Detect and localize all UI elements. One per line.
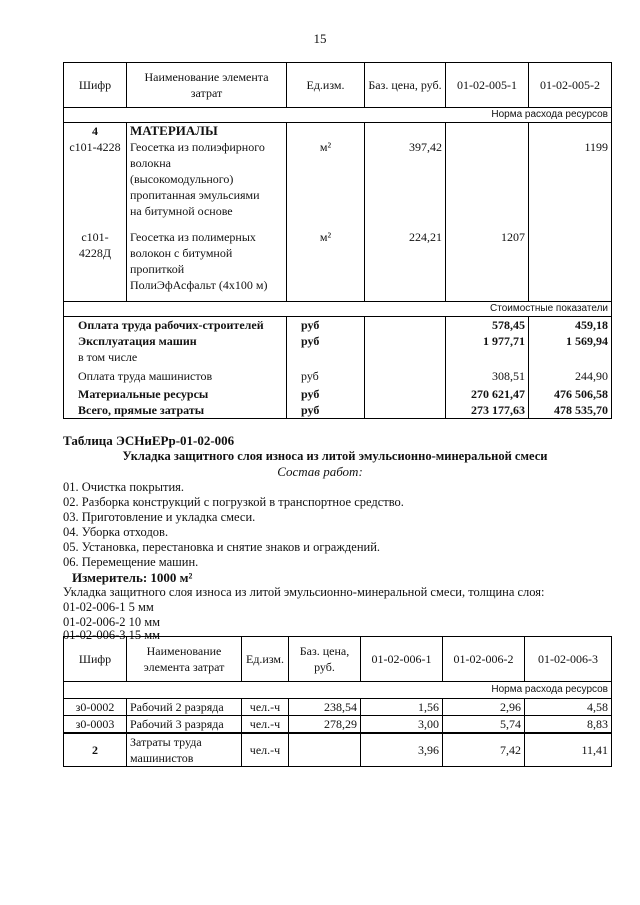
row-price: 224,21 [365,229,446,302]
table-row [64,699,612,716]
row-value-2: 5,74 [443,716,525,734]
summary-value-1: 308,51 [446,365,529,384]
summary-row [64,317,612,334]
summary-value-2: 244,90 [529,365,612,384]
total-price [289,733,361,767]
row-value-1: 1207 [446,229,529,302]
page-number: 15 [313,31,327,46]
work-item: 03. Приготовление и укладка смеси. [63,510,256,524]
row-value-3: 4,58 [525,699,612,716]
row-price: 238,54 [289,699,361,716]
summary-value-1: 578,45 [446,317,529,334]
row-name: Рабочий 2 разряда [127,699,242,716]
work-item: 05. Установка, перестановка и снятие знаков и ограждений. [63,540,381,554]
variant-item: 01-02-006-3 15 мм [63,628,161,642]
row-name-line: Геосетка из полиэфирного [130,140,265,154]
header-col-2: 01-02-006-2 [443,637,525,682]
summary-row [64,384,612,402]
work-item: 02. Разборка конструкций с погрузкой в транспортное средство. [63,495,404,509]
summary-row [64,402,612,419]
band-cost: Стоимостные показатели [64,302,612,317]
summary-name: Всего, прямые затраты [64,402,287,419]
row-value-1 [446,139,529,229]
row-code: з0-0003 [64,716,127,734]
row-unit: м² [287,139,365,229]
summary-unit: руб [287,384,365,402]
row-price: 397,42 [365,139,446,229]
header-code: Шифр [64,63,127,108]
total-code: 2 [64,733,127,767]
table-title: Таблица ЭСНиЕРр-01-02-006 [63,433,235,448]
header-name: Наименование элемента затрат [127,637,242,682]
summary-name: Эксплуатация машин [64,333,287,349]
section-title: МАТЕРИАЛЫ [127,123,287,140]
header-col-3: 01-02-006-3 [525,637,612,682]
table-row [64,123,612,140]
header-unit: Ед.изм. [287,63,365,108]
summary-unit: руб [287,402,365,419]
variant-item: 01-02-006-2 10 мм [63,615,161,629]
total-value-1: 3,96 [361,733,443,767]
row-value-1: 3,00 [361,716,443,734]
row-name-line: пропиткой [130,262,185,276]
materials-table [63,62,612,419]
table-row [64,229,612,302]
summary-value-1: 1 977,71 [446,333,529,349]
row-unit: чел.-ч [242,699,289,716]
summary-name: Оплата труда машинистов [64,365,287,384]
row-value-1: 1,56 [361,699,443,716]
row-value-2: 1199 [529,139,612,229]
row-name-line: ПолиЭфАсфальт (4х100 м) [130,278,268,292]
section-code: 4 [64,123,127,140]
summary-value-2: 1 569,94 [529,333,612,349]
labor-table [63,636,612,767]
row-code: з0-0002 [64,699,127,716]
meter: Измеритель: 1000 м² [72,570,193,585]
row-name-line: волокна [130,156,171,170]
table-header-row [64,637,612,682]
summary-row [64,365,612,384]
total-name-line: Затраты труда [130,735,202,749]
header-col-2: 01-02-005-2 [529,63,612,108]
row-code: с101-4228 [64,139,127,229]
variant-item: 01-02-006-1 5 мм [63,600,154,614]
header-price: Баз. цена, руб. [289,637,361,682]
total-value-3: 11,41 [525,733,612,767]
header-col-1: 01-02-005-1 [446,63,529,108]
summary-value-2: 459,18 [529,317,612,334]
summary-name: в том числе [64,349,287,365]
work-item: 04. Уборка отходов. [63,525,169,539]
total-unit: чел.-ч [242,733,289,767]
header-code: Шифр [64,637,127,682]
row-name-line: Геосетка из полимерных [130,230,256,244]
summary-value-1: 270 621,47 [446,384,529,402]
work-item: 01. Очистка покрытия. [63,480,185,494]
summary-unit: руб [287,365,365,384]
row-price: 278,29 [289,716,361,734]
total-value-2: 7,42 [443,733,525,767]
summary-value-1: 273 177,63 [446,402,529,419]
row-value-2: 2,96 [443,699,525,716]
band-norm: Норма расхода ресурсов [64,108,612,123]
header-unit: Ед.изм. [242,637,289,682]
header-col-1: 01-02-006-1 [361,637,443,682]
description: Укладка защитного слоя износа из литой эмульсионно-минеральной смеси, толщина слоя: [63,585,545,599]
summary-row [64,333,612,349]
summary-row [64,349,612,365]
band-norm: Норма расхода ресурсов [64,682,612,699]
row-name-line: волокон с битумной [130,246,233,260]
table-header-row [64,63,612,108]
total-row [64,733,612,767]
row-code-line: 4228Д [78,246,112,260]
row-value-3: 8,83 [525,716,612,734]
table-row [64,139,612,229]
work-item: 06. Перемещение машин. [63,555,199,569]
total-name-line: машинистов [130,751,194,765]
row-code-line: с101- [81,230,109,244]
row-value-2 [529,229,612,302]
row-unit: м² [287,229,365,302]
summary-value-2: 476 506,58 [529,384,612,402]
header-price: Баз. цена, руб. [365,63,446,108]
summary-name: Материальные ресурсы [64,384,287,402]
row-name: Рабочий 3 разряда [127,716,242,734]
section-heading: Укладка защитного слоя износа из литой эмульсионно-минеральной смеси [122,449,548,463]
row-unit: чел.-ч [242,716,289,734]
row-name-line: пропитанная эмульсиями [130,188,260,202]
summary-value-2: 478 535,70 [529,402,612,419]
summary-unit: руб [287,333,365,349]
summary-name: Оплата труда рабочих-строителей [64,317,287,334]
header-name: Наименование элемента затрат [127,63,287,108]
summary-unit: руб [287,317,365,334]
row-name-line: (высокомодульного) [130,172,234,186]
composition-title: Состав работ: [277,464,363,479]
row-name-line: на битумной основе [130,204,233,218]
table-row [64,716,612,734]
